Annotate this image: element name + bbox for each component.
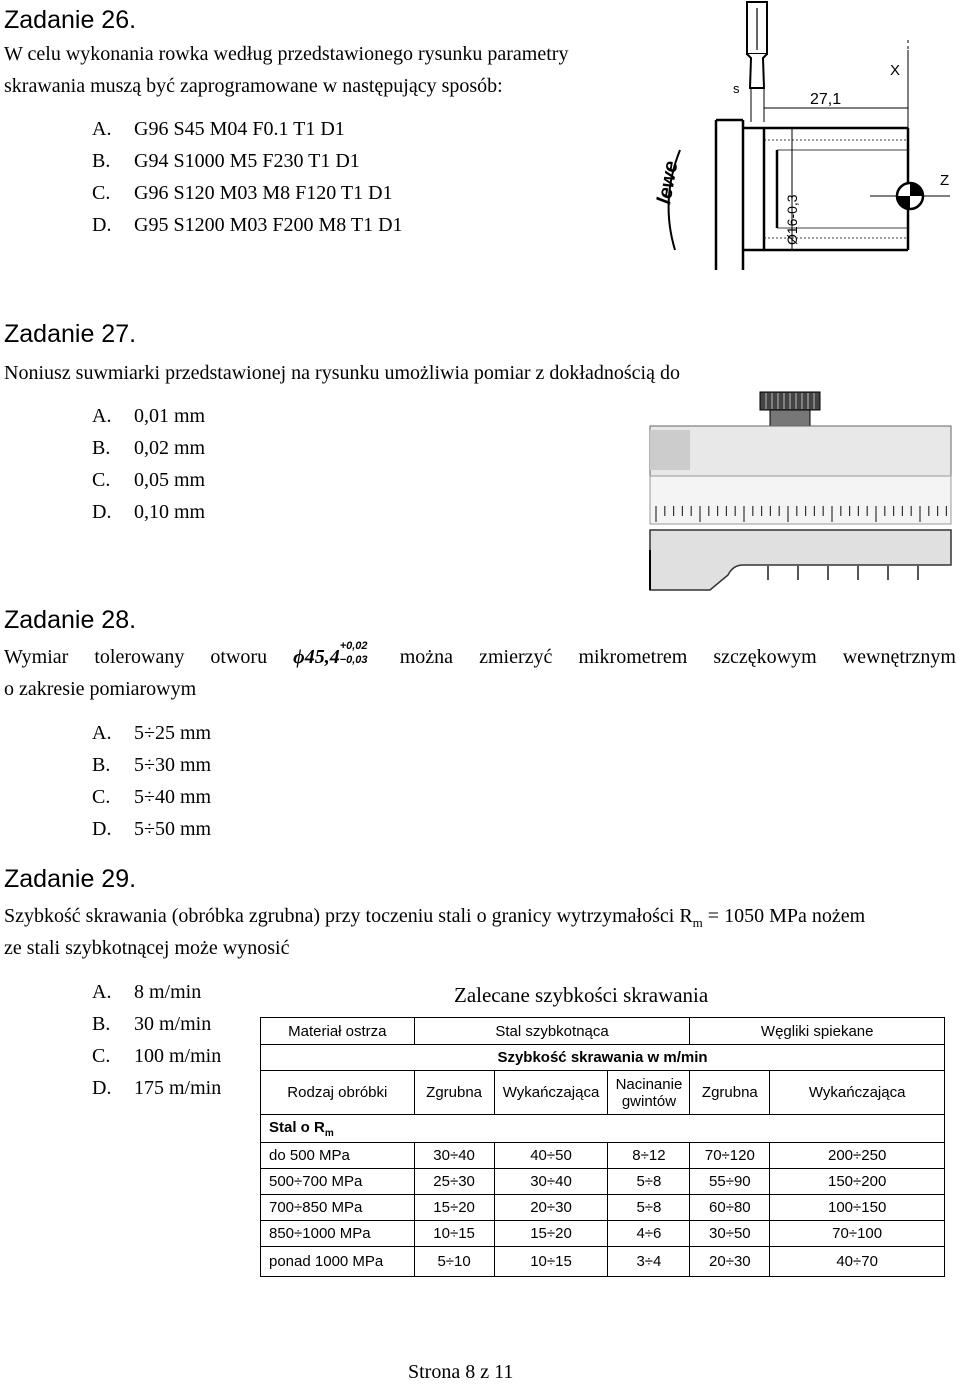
table-row: do 500 MPa 30÷40 40÷50 8÷12 70÷120 200÷250 xyxy=(261,1143,945,1169)
q28-option-b[interactable]: B. 5÷30 mm xyxy=(92,754,212,776)
speed-table-title: Zalecane szybkości skrawania xyxy=(454,983,709,1007)
q26-heading: Zadanie 26. xyxy=(4,6,137,34)
header-finish: Wykańczająca xyxy=(494,1071,608,1115)
q26-text-line2: skrawania muszą być zaprogramowane w następujący sposób: xyxy=(4,75,503,97)
q28-option-c[interactable]: C. 5÷40 mm xyxy=(92,786,212,808)
table-row: 700÷850 MPa 15÷20 20÷30 5÷8 60÷80 100÷150 xyxy=(261,1195,945,1221)
rotation-direction-label: lewe xyxy=(653,159,683,206)
header-finish-carbide: Wykańczająca xyxy=(770,1071,945,1115)
q27-option-b[interactable]: B. 0,02 mm xyxy=(92,437,206,459)
q29-text-line2: ze stali szybkotnącej może wynosić xyxy=(4,937,290,959)
q26-option-d[interactable]: D. G95 S1200 M03 F200 M8 T1 D1 xyxy=(92,214,403,236)
header-threading: Nacinanie gwintów xyxy=(608,1071,690,1115)
q27-heading: Zadanie 27. xyxy=(4,320,137,348)
q26-option-c[interactable]: C. G96 S120 M03 M8 F120 T1 D1 xyxy=(92,182,393,204)
q29-option-b[interactable]: B. 30 m/min xyxy=(92,1013,212,1035)
table-row: ponad 1000 MPa 5÷10 10÷15 3÷4 20÷30 40÷70 xyxy=(261,1247,945,1277)
z-axis-label: Z xyxy=(940,172,950,189)
table-row: 500÷700 MPa 25÷30 30÷40 5÷8 55÷90 150÷200 xyxy=(261,1169,945,1195)
workpiece-origin-icon xyxy=(897,183,923,209)
q29-text-line1: Szybkość skrawania (obróbka zgrubna) przy toczeniu stali o granicy wytrzymałości $R_m = 1050$ MPa nożem xyxy=(4,905,866,930)
table-header-row xyxy=(261,1018,945,1045)
q27-caliper-image xyxy=(648,390,953,595)
q28-text-line1: Wymiar tolerowany otworu ϕ45,4 +0,02 −0,03 można zmierzyć mikrometrem szczękowym wewnętrznym xyxy=(4,640,956,668)
q29-option-c[interactable]: C. 100 m/min xyxy=(92,1045,222,1067)
grooving-tool-icon xyxy=(747,2,767,88)
cutting-speed-table xyxy=(260,1017,945,1277)
q27-option-c[interactable]: C. 0,05 mm xyxy=(92,469,206,491)
q28-option-d[interactable]: D. 5÷50 mm xyxy=(92,818,212,840)
tool-width-label: s xyxy=(733,81,740,96)
header-rough-carbide: Zgrubna xyxy=(690,1071,770,1115)
table-header-row xyxy=(261,1045,945,1071)
q26-grooving-drawing xyxy=(640,0,955,280)
q29-heading: Zadanie 29. xyxy=(4,865,137,893)
table-row: 850÷1000 MPa 10÷15 15÷20 4÷6 30÷50 70÷100 xyxy=(261,1221,945,1247)
q28-text-line2: o zakresie pomiarowym xyxy=(4,678,197,700)
x-axis-label: X xyxy=(890,62,901,79)
page-number: Strona 8 z 11 xyxy=(408,1361,514,1383)
header-machining-type: Rodzaj obróbki xyxy=(261,1071,415,1115)
q27-option-a[interactable]: A. 0,01 mm xyxy=(92,405,206,427)
q28-dimension: ϕ45,4 +0,02 −0,03 xyxy=(293,640,368,668)
header-rough: Zgrubna xyxy=(414,1071,494,1115)
caliper-knob-icon xyxy=(760,392,820,426)
header-material: Materiał ostrza xyxy=(261,1018,415,1045)
q26-option-b[interactable]: B. G94 S1000 M5 F230 T1 D1 xyxy=(92,150,360,172)
header-steel-rm: Stal o $R_m$ xyxy=(261,1115,945,1143)
q27-option-d[interactable]: D. 0,10 mm xyxy=(92,501,206,523)
q28-option-a[interactable]: A. 5÷25 mm xyxy=(92,722,212,744)
q27-text-line1: Noniusz suwmiarki przedstawionej na rysunku umożliwia pomiar z dokładnością do xyxy=(4,362,680,384)
q26-text-line1: W celu wykonania rowka według przedstawionego rysunku parametry xyxy=(4,43,569,65)
table-header-row xyxy=(261,1115,945,1143)
q26-option-a[interactable]: A. G96 S45 M04 F0.1 T1 D1 xyxy=(92,118,345,140)
header-speed-unit: Szybkość skrawania w m/min xyxy=(261,1045,945,1071)
diameter-label: Ø16-0,3 xyxy=(784,194,800,245)
q29-option-a[interactable]: A. 8 m/min xyxy=(92,981,202,1003)
q29-option-d[interactable]: D. 175 m/min xyxy=(92,1077,222,1099)
header-hss: Stal szybkotnąca xyxy=(414,1018,690,1045)
table-header-row xyxy=(261,1071,945,1115)
header-carbide: Węgliki spiekane xyxy=(690,1018,945,1045)
dimension-label-27-1: 27,1 xyxy=(810,91,842,108)
q28-heading: Zadanie 28. xyxy=(4,606,137,634)
